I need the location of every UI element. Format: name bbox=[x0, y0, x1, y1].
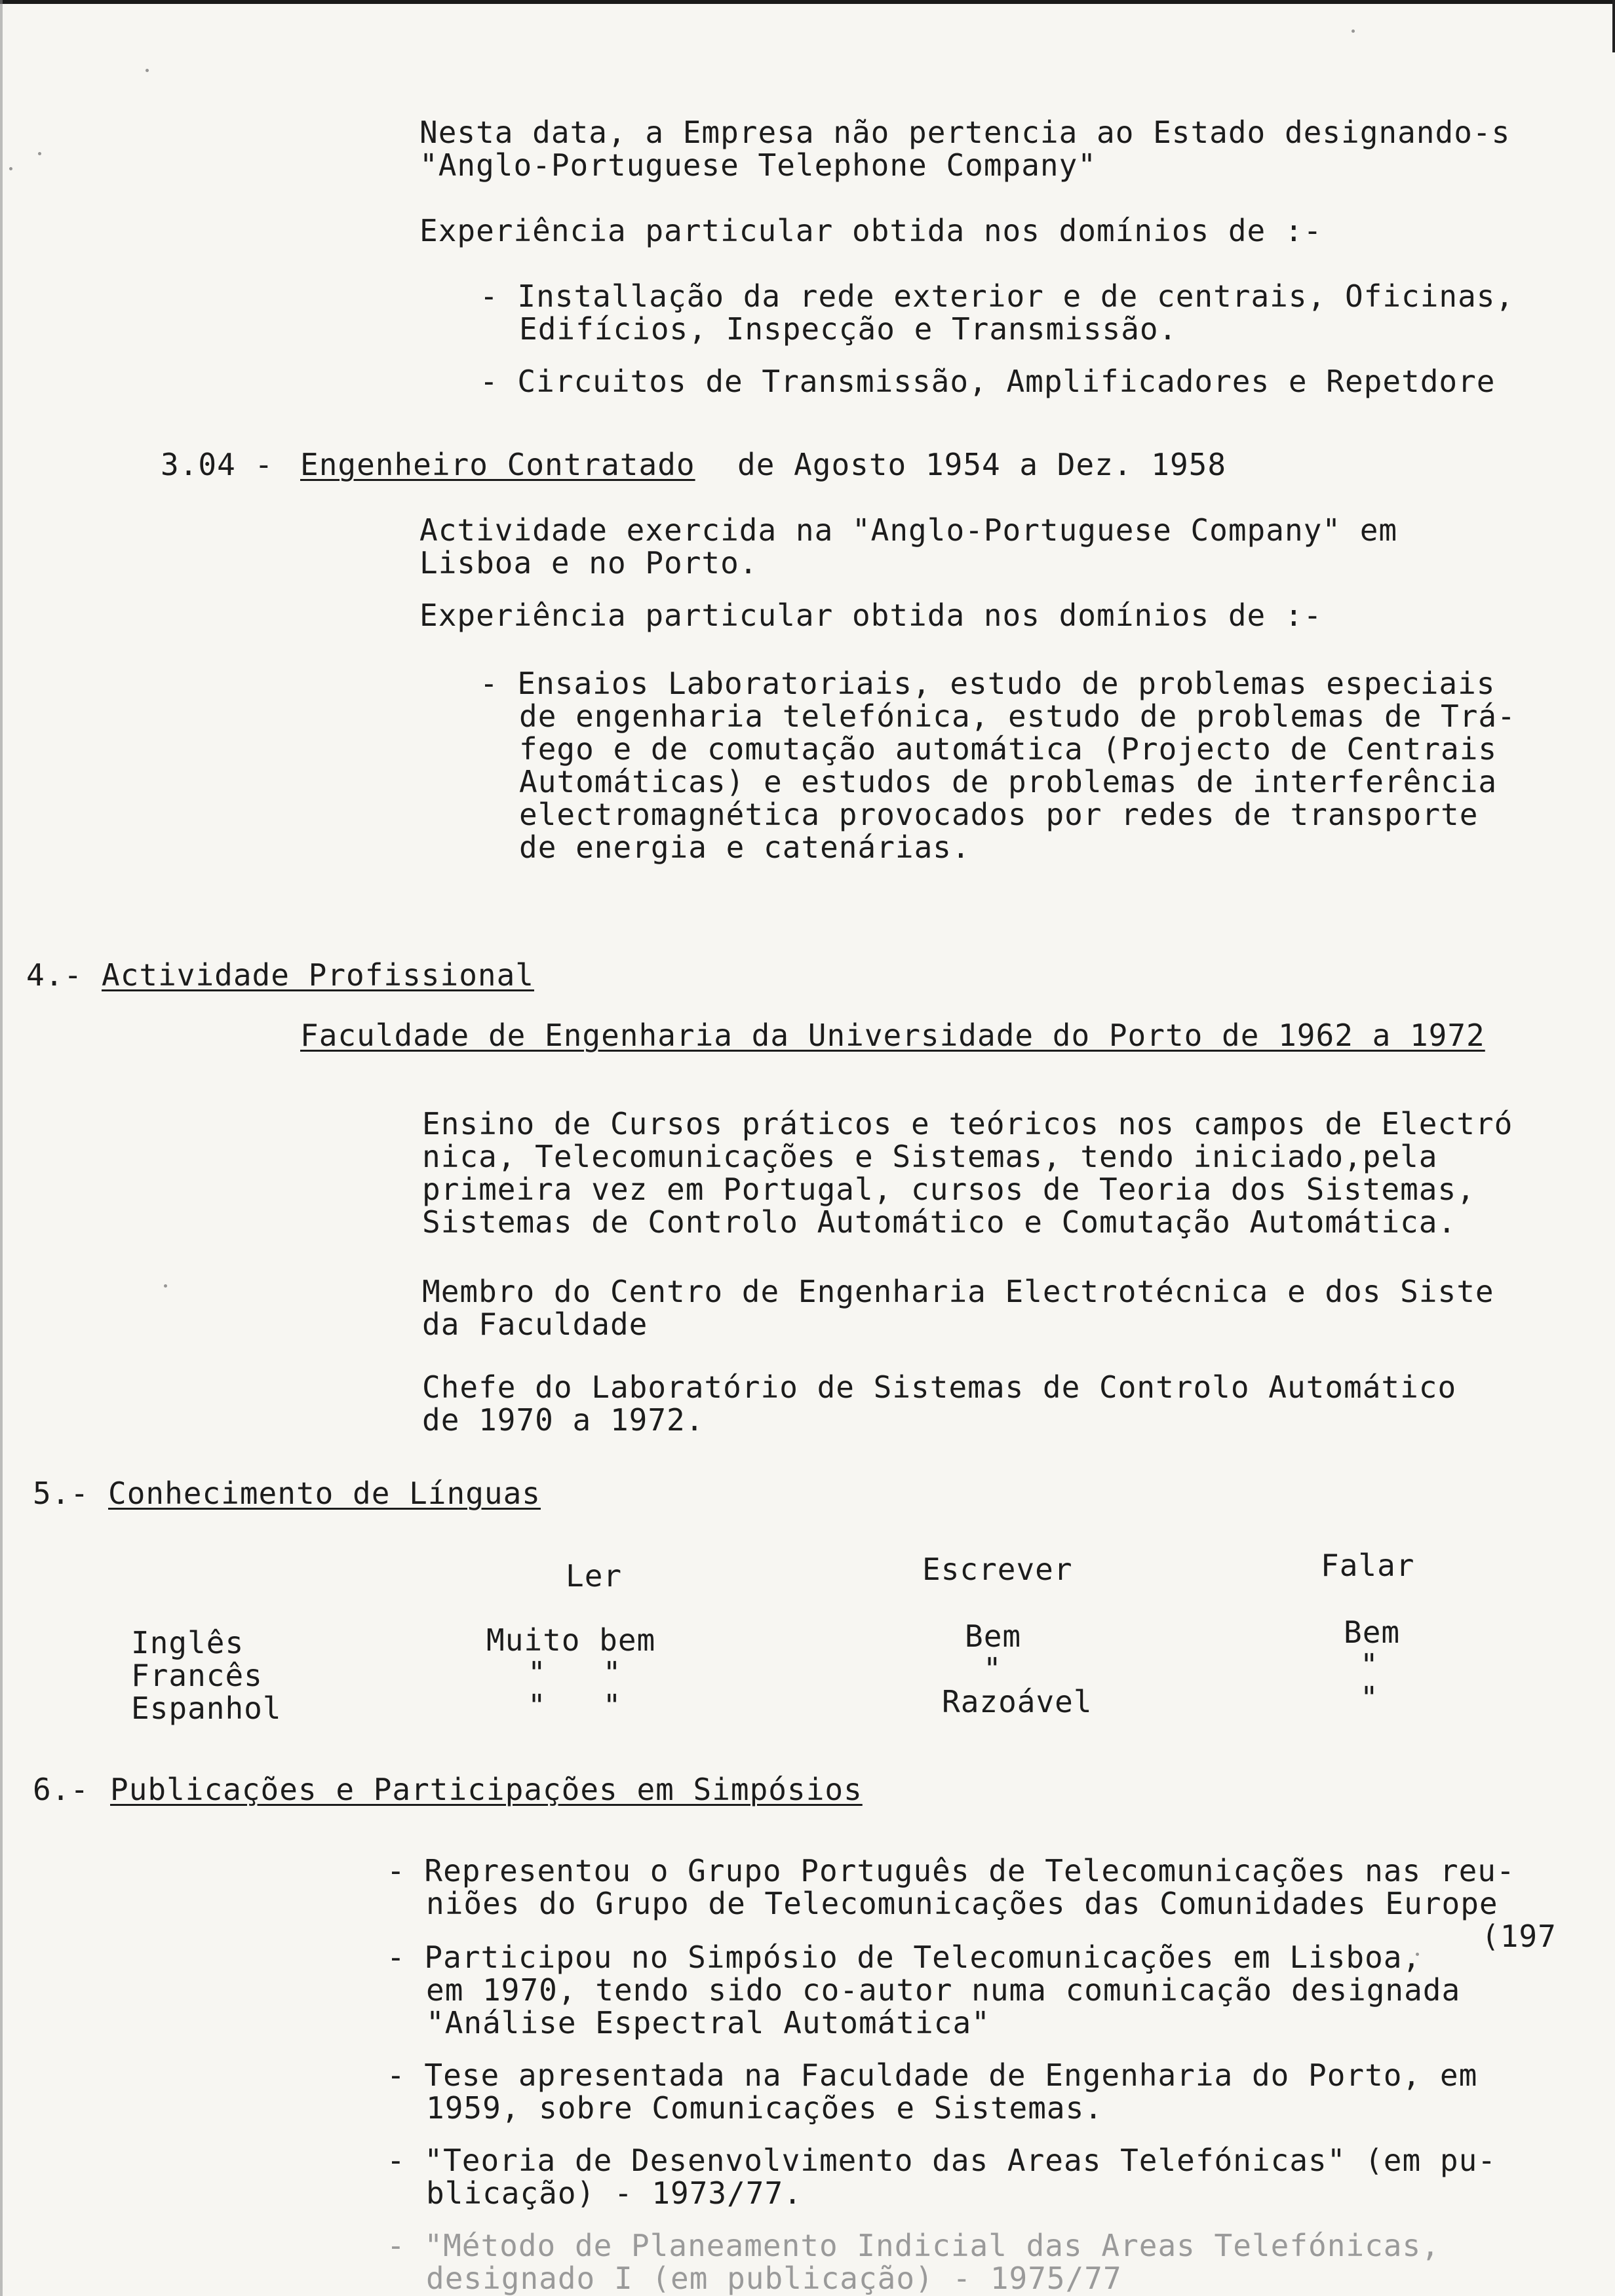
column-header-escrever: Escrever bbox=[922, 1552, 1073, 1587]
membership-line: Membro do Centro de Engenharia Electrotécnica e dos Siste bbox=[422, 1274, 1494, 1309]
section-3-04-bullet-line: de engenharia telefónica, estudo de problemas de Trá- bbox=[519, 698, 1516, 734]
lab-head-line: Chefe do Laboratório de Sistemas de Controlo Automático bbox=[422, 1369, 1457, 1405]
level-falar: Bem bbox=[1344, 1615, 1401, 1650]
column-header-falar: Falar bbox=[1321, 1548, 1415, 1583]
publication-item-line: em 1970, tendo sido co-autor numa comunicação designada bbox=[426, 1972, 1461, 2008]
level-escrever: " bbox=[983, 1651, 1002, 1687]
section-3-04-title: Engenheiro Contratado bbox=[300, 447, 695, 482]
section-3-04-bullet-line: Automáticas) e estudos de problemas de interferência bbox=[519, 764, 1498, 799]
lab-head-line: de 1970 a 1972. bbox=[422, 1402, 705, 1438]
page-right-edge bbox=[1612, 0, 1615, 52]
level-ler: " " bbox=[528, 1688, 622, 1723]
level-ler: " " bbox=[528, 1655, 622, 1691]
intro-line-1: Nesta data, a Empresa não pertencia ao Estado designando-s bbox=[419, 115, 1511, 150]
publication-item-line: - Tese apresentada na Faculdade de Engenharia do Porto, em bbox=[387, 2057, 1478, 2093]
section-6-number: 6.- bbox=[33, 1772, 90, 1807]
publication-item-line: niões do Grupo de Telecomunicações das Comunidades Europe bbox=[426, 1886, 1498, 1921]
section-6-title: Publicações e Participações em Simpósios bbox=[110, 1772, 863, 1807]
teaching-paragraph-line: nica, Telecomunicações e Sistemas, tendo iniciado,pela bbox=[422, 1139, 1438, 1174]
experience-bullet-2: - Circuitos de Transmissão, Amplificadores e Repetdore bbox=[480, 364, 1496, 399]
section-3-04-bullet-line: - Ensaios Laboratoriais, estudo de problemas especiais bbox=[480, 666, 1496, 701]
publication-item-line: blicação) - 1973/77. bbox=[426, 2175, 802, 2211]
publication-item-line: - "Teoria de Desenvolvimento das Areas Telefónicas" (em pu- bbox=[387, 2143, 1496, 2178]
intro-line-2: "Anglo-Portuguese Telephone Company" bbox=[419, 147, 1097, 183]
column-header-ler: Ler bbox=[566, 1558, 623, 1594]
experience-bullet-1-line-1: - Installação da rede exterior e de centrais, Oficinas, bbox=[480, 278, 1515, 314]
publication-item-line-faded: - "Método de Planeamento Indicial das Areas Telefónicas, bbox=[387, 2228, 1440, 2263]
section-5-title: Conhecimento de Línguas bbox=[108, 1476, 541, 1511]
section-5-number: 5.- bbox=[33, 1476, 90, 1511]
section-3-04-dates: de Agosto 1954 a Dez. 1958 bbox=[737, 447, 1227, 482]
publication-item-line: - Participou no Simpósio de Telecomunicações em Lisboa, bbox=[387, 1940, 1422, 1975]
scan-speck bbox=[146, 69, 149, 72]
experience-intro: Experiência particular obtida nos domínios de :- bbox=[419, 213, 1323, 248]
publication-item-line: - Representou o Grupo Português de Telecomunicações nas reu- bbox=[387, 1853, 1515, 1888]
section-3-04-activity-line-2: Lisboa e no Porto. bbox=[419, 545, 758, 581]
membership-line: da Faculdade bbox=[422, 1307, 648, 1342]
teaching-paragraph-line: primeira vez em Portugal, cursos de Teoria dos Sistemas, bbox=[422, 1172, 1475, 1207]
teaching-paragraph-line: Ensino de Cursos práticos e teóricos nos campos de Electró bbox=[422, 1106, 1513, 1141]
section-3-04-activity-line-1: Actividade exercida na "Anglo-Portuguese Company" em bbox=[419, 512, 1398, 548]
section-3-04-experience-intro: Experiência particular obtida nos domínios de :- bbox=[419, 598, 1323, 633]
section-4-subtitle: Faculdade de Engenharia da Universidade do Porto de 1962 a 1972 bbox=[300, 1018, 1485, 1053]
language-name: Inglês bbox=[131, 1625, 244, 1660]
level-ler: Muito bem bbox=[486, 1622, 656, 1658]
language-name: Espanhol bbox=[131, 1691, 282, 1726]
section-3-04-bullet-line: electromagnética provocados por redes de transporte bbox=[519, 797, 1479, 832]
publication-item-line: "Análise Espectral Automática" bbox=[426, 2005, 990, 2040]
experience-bullet-1-line-2: Edifícios, Inspecção e Transmissão. bbox=[519, 311, 1178, 347]
page-left-edge bbox=[0, 0, 3, 2296]
section-4-number: 4.- bbox=[26, 957, 83, 993]
publication-item-line-faded: designado I (em publicação) - 1975/77 bbox=[426, 2261, 1122, 2296]
language-name: Francês bbox=[131, 1658, 263, 1693]
level-escrever: Razoável bbox=[942, 1684, 1093, 1719]
section-3-04-number: 3.04 - bbox=[161, 447, 274, 482]
section-3-04-bullet-line: fego e de comutação automática (Projecto de Centrais bbox=[519, 731, 1498, 767]
publication-item-line: 1959, sobre Comunicações e Sistemas. bbox=[426, 2090, 1103, 2126]
scan-speck bbox=[1352, 29, 1355, 33]
teaching-paragraph-line: Sistemas de Controlo Automático e Comutação Automática. bbox=[422, 1204, 1457, 1240]
section-4-title: Actividade Profissional bbox=[102, 957, 534, 993]
publication-year-note: (197 bbox=[1481, 1919, 1557, 1954]
level-falar: " bbox=[1360, 1647, 1379, 1683]
section-3-04-bullet-line: de energia e catenárias. bbox=[519, 830, 971, 865]
page-top-edge bbox=[0, 0, 1615, 4]
scan-speck bbox=[164, 1284, 167, 1288]
scan-speck bbox=[9, 167, 12, 170]
scan-speck bbox=[38, 152, 41, 155]
level-escrever: Bem bbox=[965, 1618, 1022, 1654]
level-falar: " bbox=[1360, 1680, 1379, 1715]
